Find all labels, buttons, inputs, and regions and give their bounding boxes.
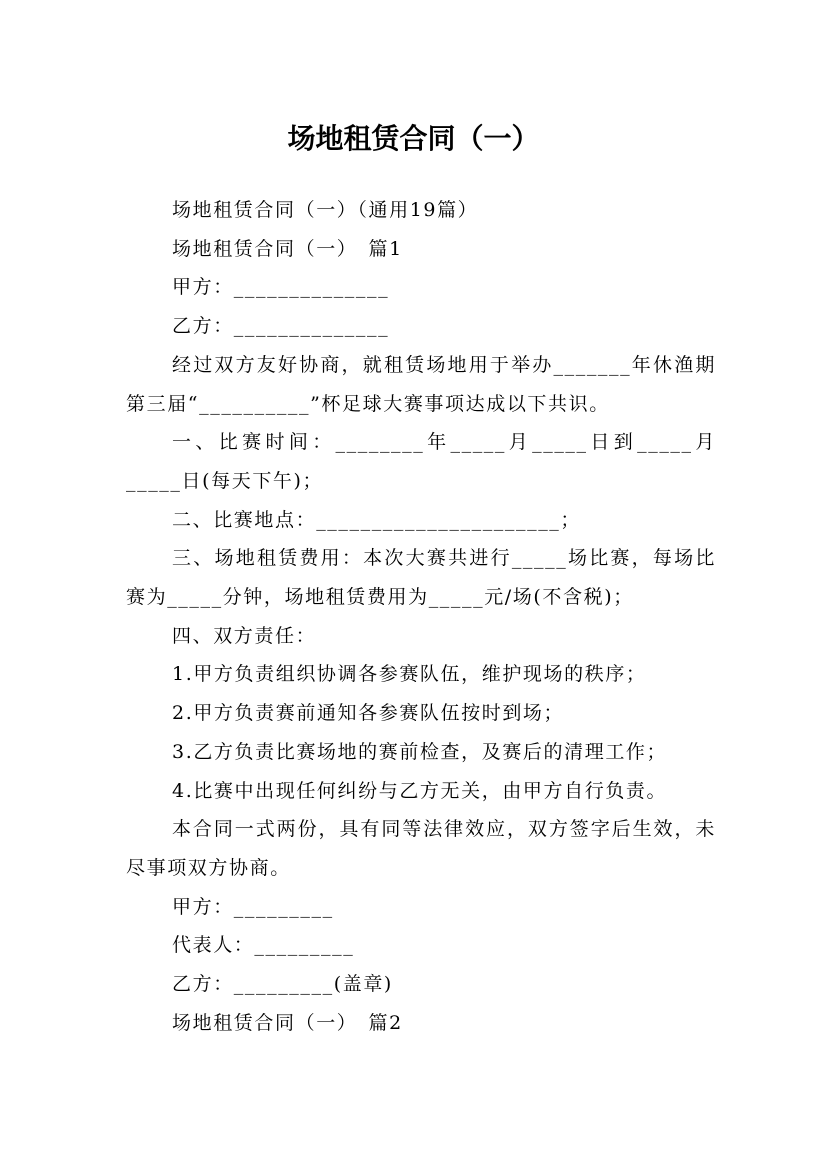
paragraph-section-heading-1: 场地租赁合同（一） 篇1 xyxy=(172,237,403,260)
paragraph-match-location: 二、比赛地点：______________________； xyxy=(172,508,582,531)
paragraph-party-a: 甲方：______________ xyxy=(172,276,390,299)
paragraph-rental-fee: 三、场地租赁费用：本次大赛共进行_____场比赛，每场比赛为_____分钟，场地租赁费用为_____元/场(不含税)； xyxy=(126,547,716,609)
paragraph-subtitle: 场地租赁合同（一）（通用19篇） xyxy=(172,199,479,221)
paragraph-copies: 本合同一式两份，具有同等法律效应，双方签字后生效，未尽事项双方协商。 xyxy=(126,818,716,879)
paragraph-party-b: 乙方：______________ xyxy=(172,315,390,338)
list-item-responsibility-4: 4.比赛中出现任何纠纷与乙方无关，由甲方自行负责。 xyxy=(172,779,668,802)
paragraph-match-time: 一、比赛时间：________年_____月_____日到_____月_____日(每天下午)； xyxy=(126,431,716,492)
signature-party-a: 甲方：_________ xyxy=(172,895,334,918)
signature-representative: 代表人：_________ xyxy=(172,934,355,957)
list-item-responsibility-1: 1.甲方负责组织协调各参赛队伍，维护现场的秩序； xyxy=(172,663,647,686)
paragraph-intro: 经过双方友好协商，就租赁场地用于举办_______年休渔期第三届“__________”杯足球大赛事项达成以下共识。 xyxy=(126,353,716,415)
list-item-responsibility-3: 3.乙方负责比赛场地的赛前检查，及赛后的清理工作； xyxy=(172,740,668,763)
document-body xyxy=(126,191,716,1042)
list-item-responsibility-2: 2.甲方负责赛前通知各参赛队伍按时到场； xyxy=(172,702,565,725)
document-title: 场地租赁合同（一） xyxy=(287,121,540,155)
paragraph-responsibilities-heading: 四、双方责任： xyxy=(172,624,317,647)
signature-party-b: 乙方：_________(盖章) xyxy=(172,973,393,996)
paragraph-section-heading-2: 场地租赁合同（一） 篇2 xyxy=(172,1011,403,1034)
